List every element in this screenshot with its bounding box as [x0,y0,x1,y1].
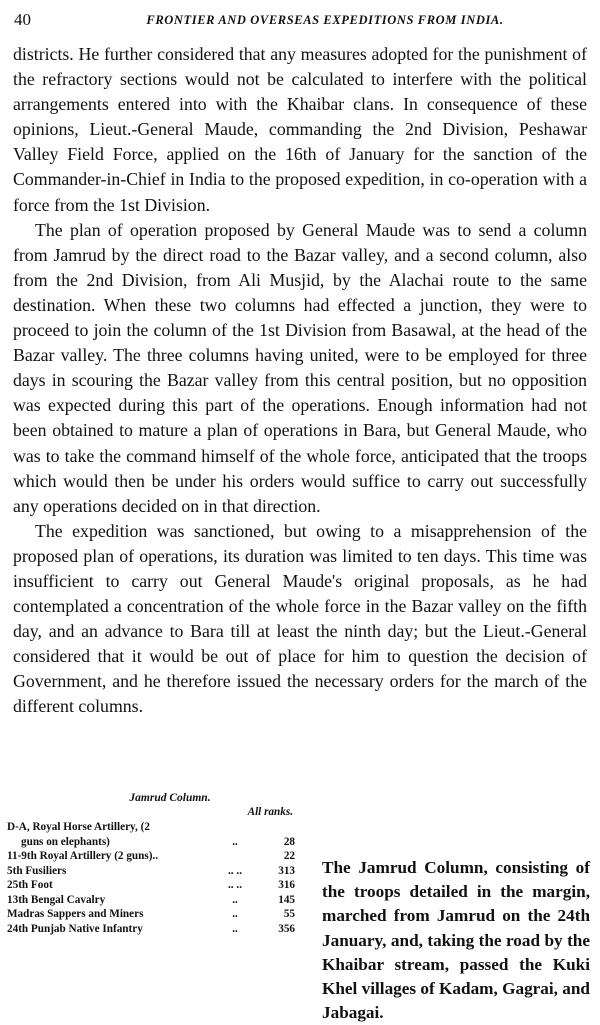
page-number: 40 [14,10,31,29]
table-cell-unit: 24th Punjab Native Infantry [7,922,143,935]
table-cell-count [255,820,303,835]
jamrud-column-table [7,792,303,936]
table-cell-leader: .. .. [228,879,242,891]
table-row [7,820,303,835]
paragraph-3: The expedition was sanctioned, but owing to a misapprehension of the proposed plan of operations, its duration was limited to ten days. This time was insufficient to carry out General Maude's original proposals, as he had contemplated a concentration of the whole force in the Bazar valley on the fifth day, and an advance to Bara till at least the ninth day; but the Lieut.-General considered that it would be out of place for him to question the decision of Government, and he therefore issued the necessary orders for the march of the different columns. [13,520,587,717]
side-column-text [322,856,590,1025]
page-header [14,10,586,34]
table-rows [7,820,303,936]
table-row [7,922,303,937]
table-row [7,878,303,893]
table-cell-unit: 25th Foot [7,879,53,891]
table-cell-count: 356 [278,922,295,935]
table-row [7,849,303,864]
table-cell-leader: .. [232,835,238,848]
side-paragraph: The Jamrud Column, consisting of the troops detailed in the margin, marched from Jamrud on the 24th January, and, taking the road by the Khaibar stream, passed the Kuki Khel villages of Kadam, Gagrai, and Jabagai. [322,858,590,1023]
table-cell-unit: 5th Fusiliers [7,864,67,877]
table-row [7,835,303,850]
table-cell-count: 55 [283,908,295,920]
table-cell-unit: 13th Bengal Cavalry [7,893,106,906]
table-cell-unit: Madras Sappers and Miners [7,908,144,920]
running-head: FRONTIER AND OVERSEAS EXPEDITIONS FROM INDIA. [146,13,504,27]
table-cell-leader: .. [232,922,238,935]
table-cell-leader: .. .. [228,864,242,877]
table-cell-unit: guns on elephants) [21,835,110,848]
table-cell-leader [215,820,255,835]
table-cell-leader: .. [232,893,238,906]
table-cell-count: 28 [283,835,295,848]
body-text [13,42,587,720]
table-cell-count: 313 [278,864,295,877]
table-cell-unit: 11-9th Royal Artillery (2 guns).. [7,850,159,862]
table-cell-leader [215,849,255,864]
table-row [7,864,303,879]
table-cell-count: 316 [278,879,295,891]
table-cell-unit: D-A, Royal Horse Artillery, (2 [7,821,150,833]
paragraph-2: The plan of operation proposed by General Maude was to send a column from Jamrud by the direct road to the Bazar valley, and a second column, also from the 2nd Division, from Ali Musjid, by the Alachai route to the same destination. When these two columns had effected a junction, they were to proceed to join the column of the 1st Division from Basawal, at the head of the Bazar valley. The three columns having united, were to be employed for three days in scouring the Bazar valley from this central position, but no opposition was expected during this part of the operations. Enough information had not been obtained to mature a plan of operations in Bara, but General Maude, who was to take the command himself of the whole force, anticipated that the troops which would then be under his orders would suffice to carry out successfully any operations decided on in that direction. [13,219,587,516]
table-row [7,893,303,908]
table-cell-count: 145 [278,893,295,906]
paragraph-1: districts. He further considered that any measures adopted for the punishment of the refractory sections would not be calculated to interfere with the political arrangements entered into with the Khaibar clans. In consequence of these opinions, Lieut.-General Maude, commanding the 2nd Division, Peshawar Valley Field Force, applied on the 16th of January for the sanction of the Commander-in-Chief in India to the proposed expedition, in co-operation with a force from the 1st Division. [13,44,587,215]
table-column-header: All ranks. [247,806,293,818]
table-row [7,907,303,922]
table-cell-leader: .. [232,908,238,920]
table-title: Jamrud Column. [129,792,211,804]
table-cell-count: 22 [283,850,295,862]
